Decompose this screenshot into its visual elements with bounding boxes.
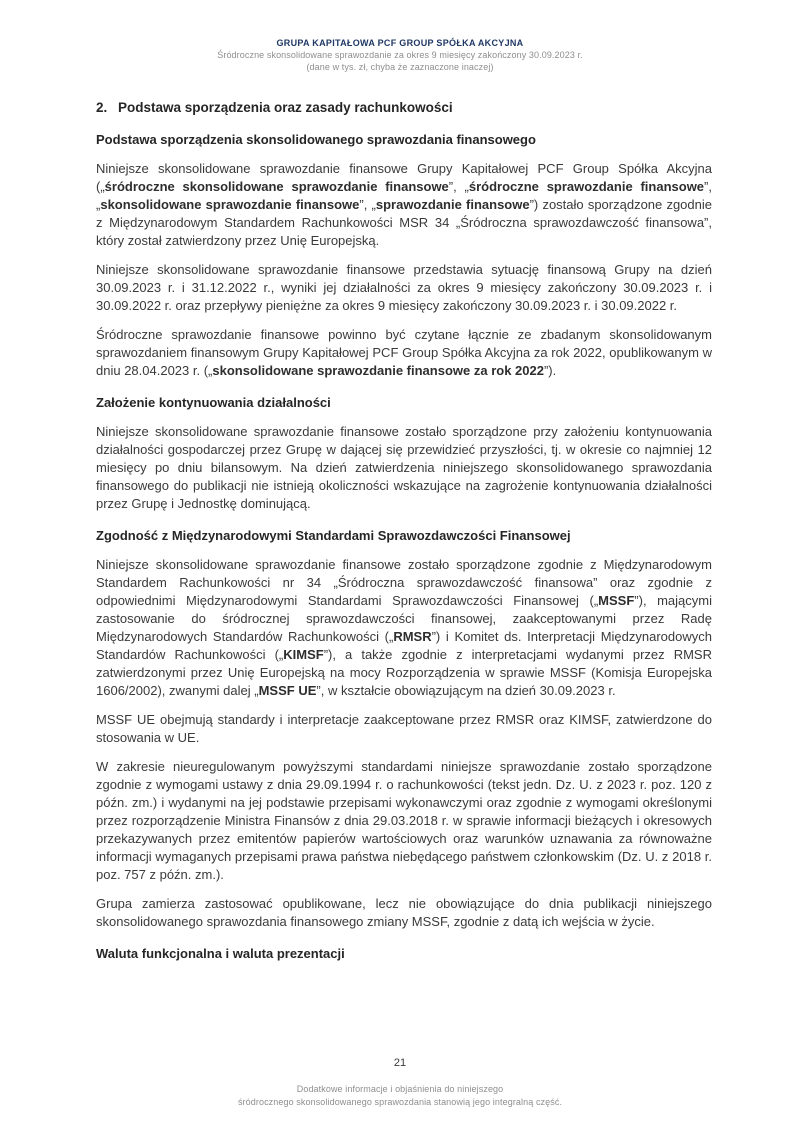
text-run: W zakresie nieuregulowanym powyższymi standardami niniejsze sprawozdanie zostało sporządzone zgodnie z wymogami ustawy z dnia 29.09.1994 r. o rachunkowości (tekst jedn. Dz. U. z 2023 r. poz. 120 z późn. zm.) i wydanymi na jej podstawie przepisami wykonawczymi oraz zgodnie z wymogami określonymi przez rozporządzenie Ministra Finansów z dnia 29.03.2018 r. w sprawie informacji bieżących i okresowych przekazywanych przez emitentów papierów wartościowych oraz warunków uznawania za równoważne informacji wymaganych przepisami prawa państwa niebędącego państwem członkowskim (Dz. U. z 2018 r. poz. 757 z późn. zm.). <box>96 759 712 882</box>
paragraph <box>96 895 712 931</box>
text-run: Grupa zamierza zastosować opublikowane, lecz nie obowiązujące do dnia publikacji niniejszego skonsolidowanego sprawozdania finansowego zmiany MSSF, zgodnie z datą ich wejścia w życie. <box>96 896 712 929</box>
text-run: ”) i Komitet ds. Interpretacji Międzynarodowych Standardów Rachunkowości („ <box>96 629 712 662</box>
subsection-heading: Podstawa sporządzenia skonsolidowanego sprawozdania finansowego <box>96 132 536 147</box>
bold-text-run: śródroczne sprawozdanie finansowe <box>468 179 705 194</box>
section-heading <box>96 99 712 117</box>
text-run: ”), a także zgodnie z interpretacjami wydanymi przez RMSR zatwierdzonymi przez Unię Europejską na mocy Rozporządzenia w sprawie MSSF (Komisja Europejska 1606/2002), zwanymi dalej „ <box>96 647 712 698</box>
document-content <box>0 73 800 963</box>
footer-note-line1: Dodatkowe informacje i objaśnienia do niniejszego <box>296 1084 504 1094</box>
bold-text-run: MSSF UE <box>258 683 317 698</box>
text-run: ”) zostało sporządzone zgodnie z Międzynarodowym Standardem Rachunkowości MSR 34 „Śródroczna sprawozdawczość finansowa”, który został zatwierdzony przez Unię Europejską. <box>96 197 712 248</box>
bold-text-run: KIMSF <box>283 647 324 662</box>
running-header <box>0 0 800 73</box>
paragraph <box>96 423 712 513</box>
units-note: (dane w tys. zł, chyba że zaznaczone inaczej) <box>306 62 494 72</box>
paragraph <box>96 556 712 700</box>
text-run: ”, „ <box>96 179 712 212</box>
section-title: Podstawa sporządzenia oraz zasady rachunkowości <box>118 100 453 115</box>
bold-text-run: śródroczne skonsolidowane sprawozdanie finansowe <box>104 179 449 194</box>
running-footer <box>0 1057 800 1109</box>
text-run: Niniejsze skonsolidowane sprawozdanie finansowe zostało sporządzone przy założeniu kontynuowania działalności gospodarczej przez Grupę w dającej się przewidzieć przyszłości, tj. w okresie co najmniej 12 miesięcy po dniu bilansowym. Na dzień zatwierdzenia niniejszego skonsolidowanego sprawozdania finansowego do publikacji nie istnieją okoliczności wskazujące na zagrożenie kontynuowania działalności przez Grupę i Jednostkę dominującą. <box>96 424 712 511</box>
text-run: Niniejsze skonsolidowane sprawozdanie finansowe przedstawia sytuację finansową Grupy na dzień 30.09.2023 r. i 31.12.2022 r., wyniki jej działalności za okres 9 miesięcy zakończony 30.09.2023 r. i 30.09.2022 r. oraz przepływy pieniężne za okres 9 miesięcy zakończony 30.09.2023 r. i 30.09.2022 r. <box>96 262 712 313</box>
bold-text-run: skonsolidowane sprawozdanie finansowe za rok 2022 <box>212 363 544 378</box>
text-run: ”, „ <box>448 179 469 194</box>
bold-text-run: sprawozdanie finansowe <box>375 197 530 212</box>
bold-text-run: MSSF <box>598 593 635 608</box>
paragraph <box>96 261 712 315</box>
footer-note-line2: śródrocznego skonsolidowanego sprawozdania stanowią jego integralną część. <box>237 1097 563 1107</box>
bold-text-run: skonsolidowane sprawozdanie finansowe <box>100 197 360 212</box>
text-run: MSSF UE obejmują standardy i interpretacje zaakceptowane przez RMSR oraz KIMSF, zatwierdzone do stosowania w UE. <box>96 712 712 745</box>
text-run: Niniejsze skonsolidowane sprawozdanie finansowe Grupy Kapitałowej PCF Group Spółka Akcyjna („ <box>96 161 712 194</box>
paragraph <box>96 758 712 884</box>
text-run: ”), mającymi zastosowanie do śródrocznej sprawozdawczości finansowej, zaakceptowanymi przez Radę Międzynarodowych Standardów Rachunkowości („ <box>96 593 712 644</box>
subsection-heading: Zgodność z Międzynarodowymi Standardami Sprawozdawczości Finansowej <box>96 528 571 543</box>
subsection-heading: Waluta funkcjonalna i waluta prezentacji <box>96 946 345 961</box>
company-name: GRUPA KAPITAŁOWA PCF GROUP SPÓŁKA AKCYJNA <box>276 38 524 48</box>
text-run: ”, w kształcie obowiązującym na dzień 30.09.2023 r. <box>316 683 616 698</box>
paragraph <box>96 711 712 747</box>
bold-text-run: RMSR <box>393 629 432 644</box>
page-number: 21 <box>393 1057 407 1069</box>
section-number: 2. <box>96 100 108 115</box>
paragraph <box>96 160 712 250</box>
paragraph <box>96 326 712 380</box>
text-run: Niniejsze skonsolidowane sprawozdanie finansowe zostało sporządzone zgodnie z Międzynarodowym Standardem Rachunkowości nr 34 „Śródroczna sprawozdawczość finansowa” oraz zgodnie z odpowiednimi Międzynarodowymi Standardami Sprawozdawczości Finansowej („ <box>96 557 712 608</box>
subsection-heading: Założenie kontynuowania działalności <box>96 395 331 410</box>
text-run: ”). <box>543 363 557 378</box>
text-run: Śródroczne sprawozdanie finansowe powinno być czytane łącznie ze zbadanym skonsolidowanym sprawozdaniem finansowym Grupy Kapitałowej PCF Group Spółka Akcyjna za rok 2022, opublikowanym w dniu 28.04.2023 r. („ <box>96 327 712 378</box>
report-subtitle: Śródroczne skonsolidowane sprawozdanie za okres 9 miesięcy zakończony 30.09.2023 r. <box>217 50 583 60</box>
text-run: ”, „ <box>359 197 376 212</box>
